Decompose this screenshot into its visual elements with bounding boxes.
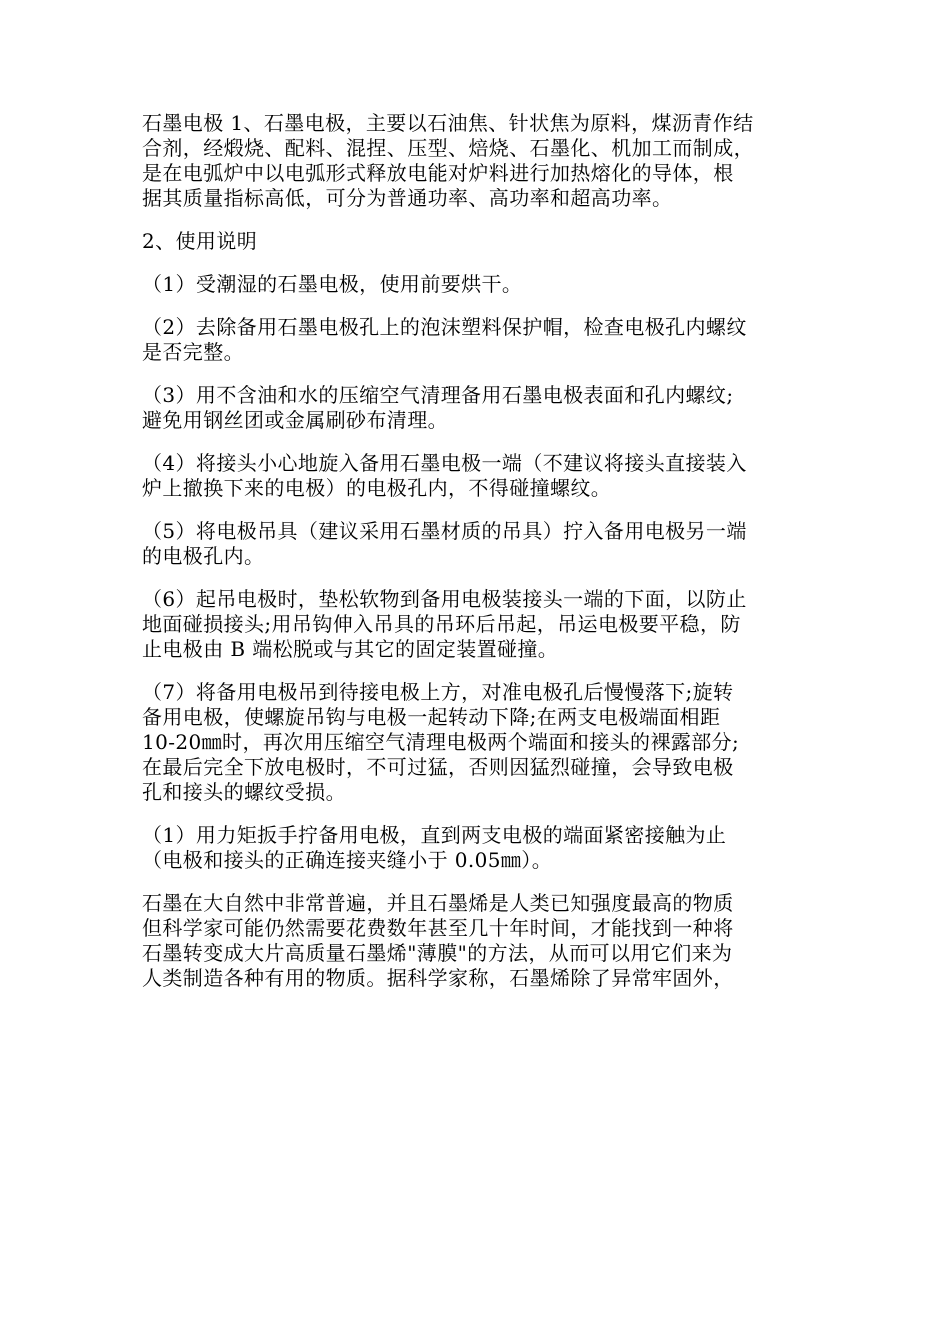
usage-step-4: （4）将接头小心地旋入备用石墨电极一端（不建议将接头直接装入 炉上撤换下来的电极）的电极孔内，不得碰撞螺纹。 [142, 451, 747, 500]
usage-step-2: （2）去除备用石墨电极孔上的泡沫塑料保护帽，检查电极孔内螺纹 是否完整。 [142, 315, 747, 364]
section-heading-usage: 2、使用说明 [142, 229, 258, 253]
usage-step-8: （1）用力矩扳手拧备用电极，直到两支电极的端面紧密接触为止 （电极和接头的正确连接夹缝小于 0.05㎜）。 [142, 823, 727, 872]
intro-paragraph: 石墨电极 1、石墨电极，主要以石油焦、针状焦为原料，煤沥青作结 合剂，经煅烧、配料、混捏、压型、焙烧、石墨化、机加工而制成， 是在电弧炉中以电弧形式释放电能对炉料进行加热熔化的导体，根 据其质量指标高低，可分为普通功率、高功率和超高功率。 [142, 111, 754, 210]
usage-step-5: （5）将电极吊具（建议采用石墨材质的吊具）拧入备用电极另一端 的电极孔内。 [142, 519, 747, 568]
usage-step-6: （6）起吊电极时，垫松软物到备用电极装接头一端的下面，以防止 地面碰损接头;用吊钩伸入吊具的吊环后吊起，吊运电极要平稳，防 止电极由 B 端松脱或与其它的固定装置碰撞。 [142, 587, 747, 661]
graphene-paragraph: 石墨在大自然中非常普遍，并且石墨烯是人类已知强度最高的物质 但科学家可能仍然需要花费数年甚至几十年时间，才能找到一种将 石墨转变成大片高质量石墨烯"薄膜"的方法，从而可以用它们来为 人类制造各种有用的物质。据科学家称，石墨烯除了异常牢固外， [142, 891, 734, 990]
document-body [142, 111, 810, 1009]
usage-step-1: （1）受潮湿的石墨电极，使用前要烘干。 [142, 272, 523, 296]
usage-step-7: （7）将备用电极吊到待接电极上方，对准电极孔后慢慢落下;旋转 备用电极，使螺旋吊钩与电极一起转动下降;在两支电极端面相距 10-20㎜时，再次用压缩空气清理电极两个端面和接头的裸露部分; 在最后完全下放电极时，不可过猛，否则因猛烈碰撞，会导致电极 孔和接头的螺纹受损。 [142, 680, 740, 804]
usage-step-3: （3）用不含油和水的压缩空气清理备用石墨电极表面和孔内螺纹; 避免用钢丝团或金属刷砂布清理。 [142, 383, 734, 432]
